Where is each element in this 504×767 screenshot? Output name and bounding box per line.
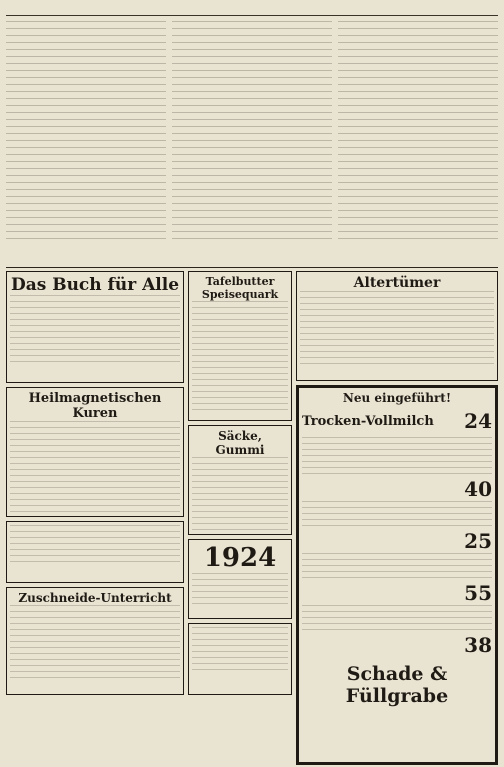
ad-buch-fuer-alle: Das Buch für Alle [6, 271, 184, 383]
text-lines [6, 21, 166, 241]
ad-1924: 1924 [188, 539, 292, 619]
ad-schade-fuellgrabe: Schade & Füllgrabe [345, 663, 449, 707]
article-column-1 [6, 19, 166, 267]
article-column-3 [338, 19, 498, 267]
ad-tafelbutter: Tafelbutter Speisequark [188, 271, 292, 421]
advertisements [6, 271, 498, 767]
article-column-2 [172, 19, 332, 267]
text-lines [172, 21, 332, 241]
ad-neu-eingefuehrt: Neu eingeführt! Trocken-Vollmilch 24 40 25 55 38 Schade & Füllgrabe [296, 385, 498, 765]
ad-photographie [6, 521, 184, 583]
ad-zuschneide-unterricht: Zuschneide-Unterricht [6, 587, 184, 695]
ad-heilmagnetische-kuren: Heilmagnetischen Kuren [6, 387, 184, 517]
page-header [6, 4, 498, 16]
ad-saecke-gummi: Säcke, Gummi [188, 425, 292, 535]
ad-altertuemer: Altertümer [296, 271, 498, 381]
ad-pianos [188, 623, 292, 695]
text-lines [338, 21, 498, 241]
article-columns [6, 19, 498, 268]
